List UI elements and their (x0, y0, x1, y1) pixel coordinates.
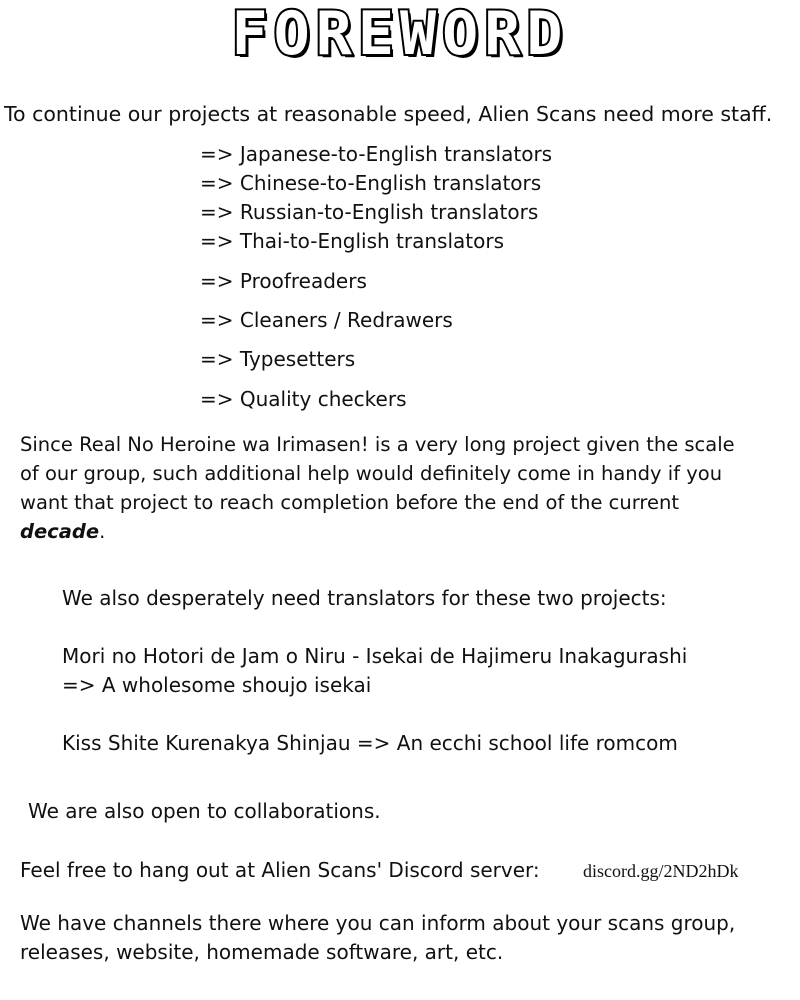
intro-text: To continue our projects at reasonable speed, Alien Scans need more staff. (4, 102, 773, 126)
role-item: => Japanese-to-English translators (200, 142, 553, 166)
collab-text: We are also open to collaborations. (28, 799, 381, 823)
project-entry: Kiss Shite Kurenakya Shinjau => An ecchi school life romcom (62, 731, 678, 755)
long-project-line-end (20, 522, 105, 542)
channels-line: We have channels there where you can inform about your scans group, (20, 911, 736, 935)
long-project-line: want that project to reach completion before the end of the current (20, 491, 679, 514)
role-item: => Typesetters (200, 347, 356, 371)
long-project-line: of our group, such additional help would definitely come in handy if you (20, 462, 723, 485)
role-item: => Proofreaders (200, 269, 367, 293)
channels-line: releases, website, homemade software, art, etc. (20, 940, 504, 964)
discord-text: Feel free to hang out at Alien Scans' Discord server: (20, 858, 540, 882)
role-item: => Quality checkers (200, 387, 407, 411)
period: . (99, 520, 106, 543)
project-description: => A wholesome shoujo isekai (62, 673, 372, 697)
emphasis-decade: decade (20, 520, 100, 543)
long-project-line: Since Real No Heroine wa Irimasen! is a very long project given the scale (20, 433, 735, 456)
role-item: => Chinese-to-English translators (200, 171, 542, 195)
role-item: => Russian-to-English translators (200, 200, 539, 224)
role-item: => Thai-to-English translators (200, 229, 504, 253)
page-title: FOREWORD (231, 0, 569, 69)
discord-link[interactable]: discord.gg/2ND2hDk (583, 861, 739, 881)
project-title: Mori no Hotori de Jam o Niru - Isekai de Hajimeru Inakagurashi (62, 644, 688, 668)
translators-needed-text: We also desperately need translators for these two projects: (62, 586, 667, 610)
role-item: => Cleaners / Redrawers (200, 308, 453, 332)
